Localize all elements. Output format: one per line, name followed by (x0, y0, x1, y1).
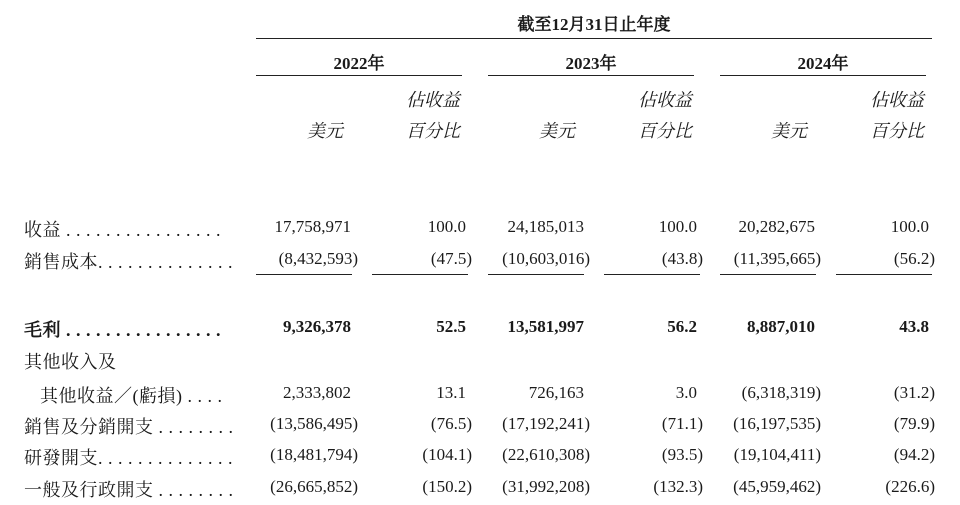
cell-revenue-2024-usd: 20,282,675 (738, 217, 815, 236)
cell-admin-2024-pct: (226.6) (885, 477, 935, 496)
cell-admin-2023-usd: (31,992,208) (502, 477, 590, 496)
row-label-admin-expenses: 一般及行政開支 . . . . . . . . (24, 480, 234, 500)
cell-other-2022-pct: 13.1 (436, 383, 466, 402)
cell-cost-2024-pct: (56.2) (893, 249, 935, 268)
cell-rnd-2023-usd: (22,610,308) (502, 445, 590, 464)
cell-admin-2022-usd: (26,665,852) (270, 477, 358, 496)
col-pct-2023-line1: 佔收益 (638, 90, 692, 110)
year-2022-heading: 2022年 (333, 54, 385, 73)
cell-selling-2022-usd: (13,586,495) (270, 414, 358, 433)
cell-other-2024-usd: (6,318,319) (741, 383, 821, 402)
row-label-selling-expenses: 銷售及分銷開支 . . . . . . . . (24, 417, 234, 437)
row-label-revenue: 收益 . . . . . . . . . . . . . . . . (24, 220, 221, 240)
year-2022-rule (256, 75, 462, 76)
cell-gross-2022-usd: 9,326,378 (283, 317, 351, 336)
subtotal-rule-2024-pct (836, 274, 932, 275)
year-2024-rule (720, 75, 926, 76)
cell-cost-2023-pct: (43.8) (661, 249, 703, 268)
subtotal-rule-2023-pct (604, 274, 700, 275)
subtotal-rule-2022-usd (256, 274, 352, 275)
row-label-other-gains: 其他收益／(虧損) . . . . (40, 386, 223, 406)
year-2024-heading: 2024年 (797, 54, 849, 73)
col-pct-2023-line2: 百分比 (638, 121, 692, 141)
row-label-gross-profit: 毛利 . . . . . . . . . . . . . . . . (24, 320, 221, 340)
col-usd-2022: 美元 (307, 121, 343, 141)
cell-other-2023-usd: 726,163 (528, 383, 584, 402)
period-title: 截至12月31日止年度 (517, 15, 671, 34)
cell-gross-2023-pct: 56.2 (667, 317, 697, 336)
cell-revenue-2023-pct: 100.0 (658, 217, 697, 236)
subtotal-rule-2023-usd (488, 274, 584, 275)
cell-selling-2024-usd: (16,197,535) (733, 414, 821, 433)
cell-cost-2022-pct: (47.5) (430, 249, 472, 268)
cell-revenue-2022-usd: 17,758,971 (274, 217, 351, 236)
cell-gross-2023-usd: 13,581,997 (507, 317, 584, 336)
col-pct-2022-line2: 百分比 (406, 121, 460, 141)
row-label-rnd-expenses: 研發開支. . . . . . . . . . . . . . (24, 448, 233, 468)
period-rule (256, 38, 932, 39)
col-pct-2024-line2: 百分比 (870, 121, 924, 141)
year-2023-rule (488, 75, 694, 76)
cell-selling-2022-pct: (76.5) (430, 414, 472, 433)
subtotal-rule-2024-usd (720, 274, 816, 275)
cell-admin-2024-usd: (45,959,462) (733, 477, 821, 496)
cell-other-2023-pct: 3.0 (675, 383, 697, 402)
cell-rnd-2023-pct: (93.5) (661, 445, 703, 464)
cell-rnd-2022-usd: (18,481,794) (270, 445, 358, 464)
year-2023-heading: 2023年 (565, 54, 617, 73)
row-label-other-income-line1: 其他收入及 (24, 352, 117, 372)
cell-gross-2024-pct: 43.8 (899, 317, 929, 336)
cell-admin-2023-pct: (132.3) (653, 477, 703, 496)
cell-gross-2022-pct: 52.5 (436, 317, 466, 336)
cell-admin-2022-pct: (150.2) (422, 477, 472, 496)
cell-revenue-2022-pct: 100.0 (427, 217, 466, 236)
cell-revenue-2023-usd: 24,185,013 (507, 217, 584, 236)
row-label-cost-of-sales: 銷售成本. . . . . . . . . . . . . . (24, 252, 233, 272)
cell-rnd-2022-pct: (104.1) (422, 445, 472, 464)
cell-cost-2022-usd: (8,432,593) (278, 249, 358, 268)
cell-selling-2023-usd: (17,192,241) (502, 414, 590, 433)
cell-cost-2023-usd: (10,603,016) (502, 249, 590, 268)
cell-other-2022-usd: 2,333,802 (283, 383, 351, 402)
cell-revenue-2024-pct: 100.0 (890, 217, 929, 236)
col-usd-2023: 美元 (539, 121, 575, 141)
cell-gross-2024-usd: 8,887,010 (747, 317, 815, 336)
cell-selling-2023-pct: (71.1) (661, 414, 703, 433)
col-pct-2022-line1: 佔收益 (406, 90, 460, 110)
col-usd-2024: 美元 (771, 121, 807, 141)
cell-selling-2024-pct: (79.9) (893, 414, 935, 433)
cell-cost-2024-usd: (11,395,665) (733, 249, 821, 268)
col-pct-2024-line1: 佔收益 (870, 90, 924, 110)
cell-rnd-2024-pct: (94.2) (893, 445, 935, 464)
subtotal-rule-2022-pct (372, 274, 468, 275)
cell-rnd-2024-usd: (19,104,411) (733, 445, 821, 464)
cell-other-2024-pct: (31.2) (893, 383, 935, 402)
